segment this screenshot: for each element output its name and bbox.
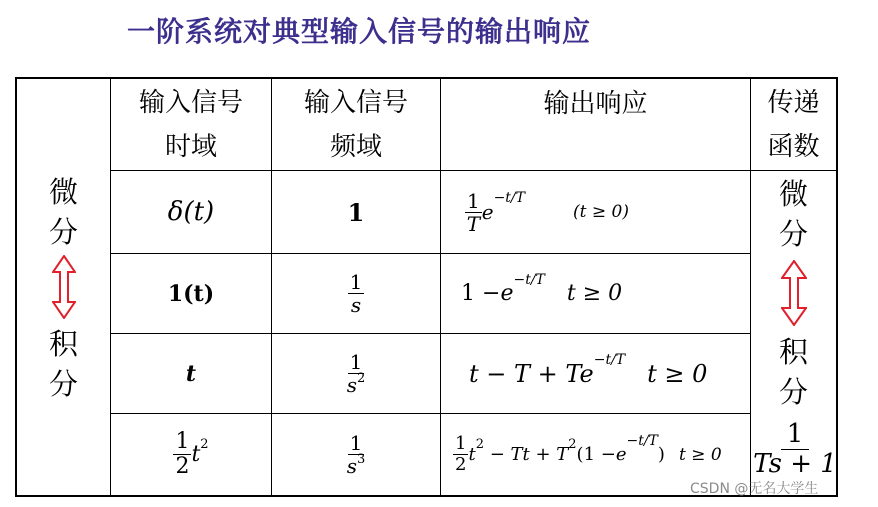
row4-freq-signal: $\frac{1}{s^3}$ — [346, 430, 366, 478]
row1-response: $\frac{1}{T}$ e −t/T (t ≥ 0) — [466, 188, 629, 236]
row1-freq-signal: 1 — [347, 197, 365, 227]
left-double-arrow-icon — [17, 254, 110, 320]
row2-time-signal: 1(t) — [167, 280, 215, 307]
row2-response: 1 − e −t/T t ≥ 0 — [461, 271, 623, 306]
row3-time-signal: t — [185, 360, 197, 387]
header-time-domain: 输入信号 时域 — [138, 87, 243, 162]
left-label-differentiate: 微 分 — [48, 175, 78, 249]
header-output-response: 输出响应 — [543, 89, 648, 119]
right-label-integrate: 积 分 — [778, 335, 808, 409]
right-label-differentiate: 微 分 — [778, 177, 808, 251]
page-title: 一阶系统对典型输入信号的输出响应 — [127, 15, 592, 48]
row2-freq-signal: $\frac{1}{s}$ — [349, 270, 363, 317]
transfer-function: $\frac{1}{Ts + 1}$ — [753, 418, 837, 479]
row4-time-signal: $\frac{1}{2}$ t 2 — [175, 428, 209, 479]
header-frequency-domain: 输入信号 频域 — [303, 87, 408, 162]
row1-time-signal: δ(t) — [167, 197, 215, 227]
csdn-watermark: CSDN @无名大学生 — [690, 481, 819, 497]
right-double-arrow-icon — [751, 260, 836, 326]
row3-response: t − T + Te −t/T t ≥ 0 — [469, 351, 708, 388]
row4-response: $\frac{1}{2}$ t 2 − Tt + T 2 (1 − e −t/T ) t ≥ 0 — [455, 432, 722, 475]
header-transfer-function: 传递 函数 — [767, 87, 820, 162]
row3-freq-signal: $\frac{1}{s^2}$ — [346, 349, 366, 397]
left-label-integrate: 积 分 — [48, 327, 78, 401]
